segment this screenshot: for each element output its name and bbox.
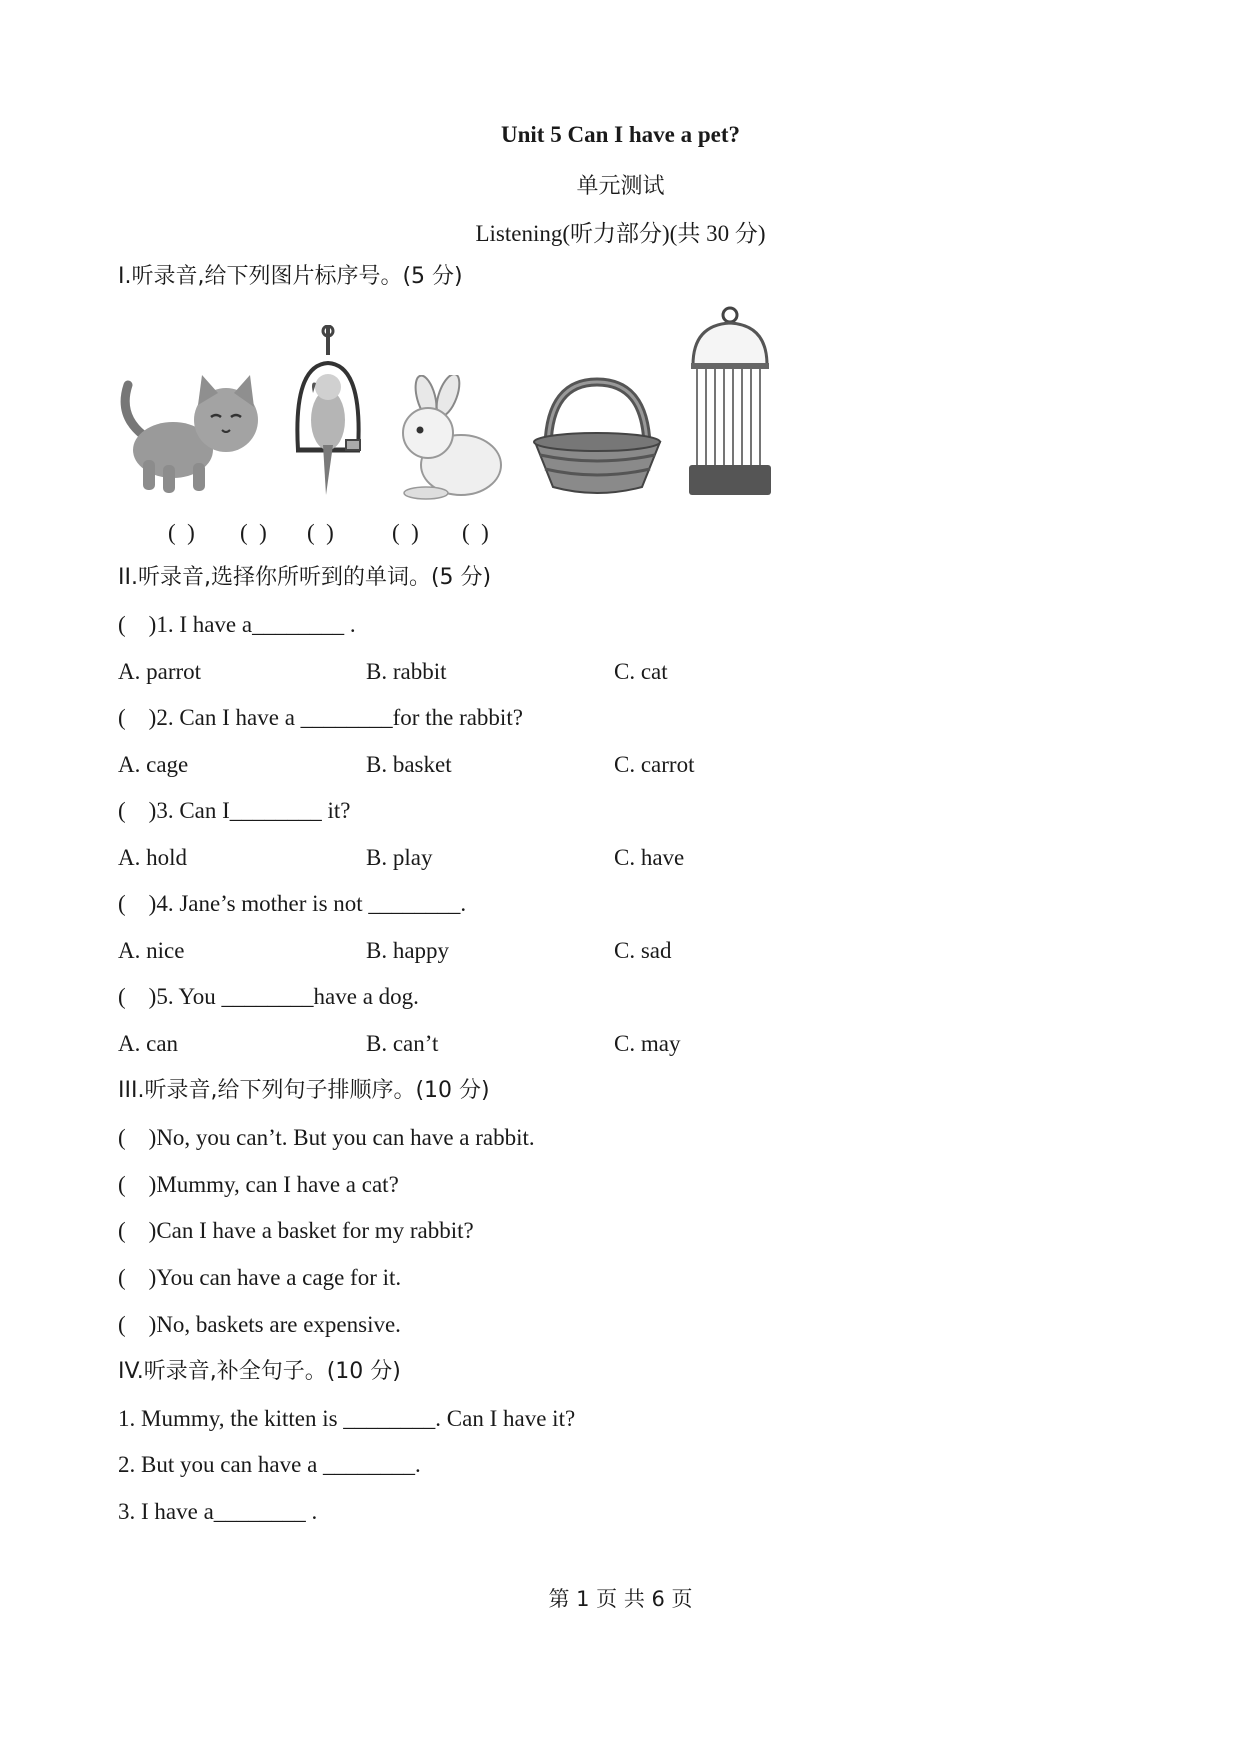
order-sentence-3: ( )Can I have a basket for my rabbit? xyxy=(118,1218,474,1243)
picture-blank-2: ( ) xyxy=(240,520,267,545)
section-title: Listening(听力部分)(共 30 分) xyxy=(475,221,766,246)
basket-icon xyxy=(530,377,665,497)
q2-option-a: A. cage xyxy=(118,752,189,777)
q5-option-a: A. can xyxy=(118,1031,179,1056)
cat-icon xyxy=(118,375,266,495)
q1-option-c: C. cat xyxy=(614,659,668,684)
fill-sentence-1: 1. Mummy, the kitten is ________. Can I have it? xyxy=(118,1406,576,1431)
q1-option-a: A. parrot xyxy=(118,659,202,684)
q4-option-a: A. nice xyxy=(118,938,185,963)
picture-blank-5: ( ) xyxy=(462,520,489,545)
q2-option-b: B. basket xyxy=(366,752,452,777)
question-4: ( )4. Jane’s mother is not ________. xyxy=(118,891,467,916)
cage-icon xyxy=(683,305,778,500)
question-3: ( )3. Can I________ it? xyxy=(118,798,351,823)
q4-option-b: B. happy xyxy=(366,938,450,963)
order-sentence-5: ( )No, baskets are expensive. xyxy=(118,1312,401,1337)
worksheet-title: Unit 5 Can I have a pet? xyxy=(501,122,740,147)
part3-heading: III.听录音,给下列句子排顺序。(10 分) xyxy=(118,1078,490,1103)
order-sentence-4: ( )You can have a cage for it. xyxy=(118,1265,402,1290)
q3-option-a: A. hold xyxy=(118,845,187,870)
part4-heading: IV.听录音,补全句子。(10 分) xyxy=(118,1359,401,1384)
question-5: ( )5. You ________have a dog. xyxy=(118,984,419,1009)
q2-option-c: C. carrot xyxy=(614,752,695,777)
fill-sentence-3: 3. I have a________ . xyxy=(118,1499,318,1524)
rabbit-icon xyxy=(386,375,506,500)
q3-option-b: B. play xyxy=(366,845,433,870)
picture-blank-3: ( ) xyxy=(307,520,334,545)
page-number: 第 1 页 共 6 页 xyxy=(548,1587,693,1611)
fill-sentence-2: 2. But you can have a ________. xyxy=(118,1452,421,1477)
q5-option-b: B. can’t xyxy=(366,1031,439,1056)
order-sentence-2: ( )Mummy, can I have a cat? xyxy=(118,1172,399,1197)
picture-blank-4: ( ) xyxy=(392,520,419,545)
order-sentence-1: ( )No, you can’t. But you can have a rabbit. xyxy=(118,1125,535,1150)
part2-heading: II.听录音,选择你所听到的单词。(5 分) xyxy=(118,565,492,590)
q4-option-c: C. sad xyxy=(614,938,672,963)
question-2: ( )2. Can I have a ________for the rabbit? xyxy=(118,705,523,730)
question-1: ( )1. I have a________ . xyxy=(118,612,356,637)
part1-heading: I.听录音,给下列图片标序号。(5 分) xyxy=(118,264,463,289)
q5-option-c: C. may xyxy=(614,1031,681,1056)
parrot-icon xyxy=(288,325,368,500)
q3-option-c: C. have xyxy=(614,845,685,870)
q1-option-b: B. rabbit xyxy=(366,659,447,684)
worksheet-subtitle: 单元测试 xyxy=(576,174,665,199)
picture-blank-1: ( ) xyxy=(168,520,195,545)
picture-row xyxy=(118,305,818,505)
